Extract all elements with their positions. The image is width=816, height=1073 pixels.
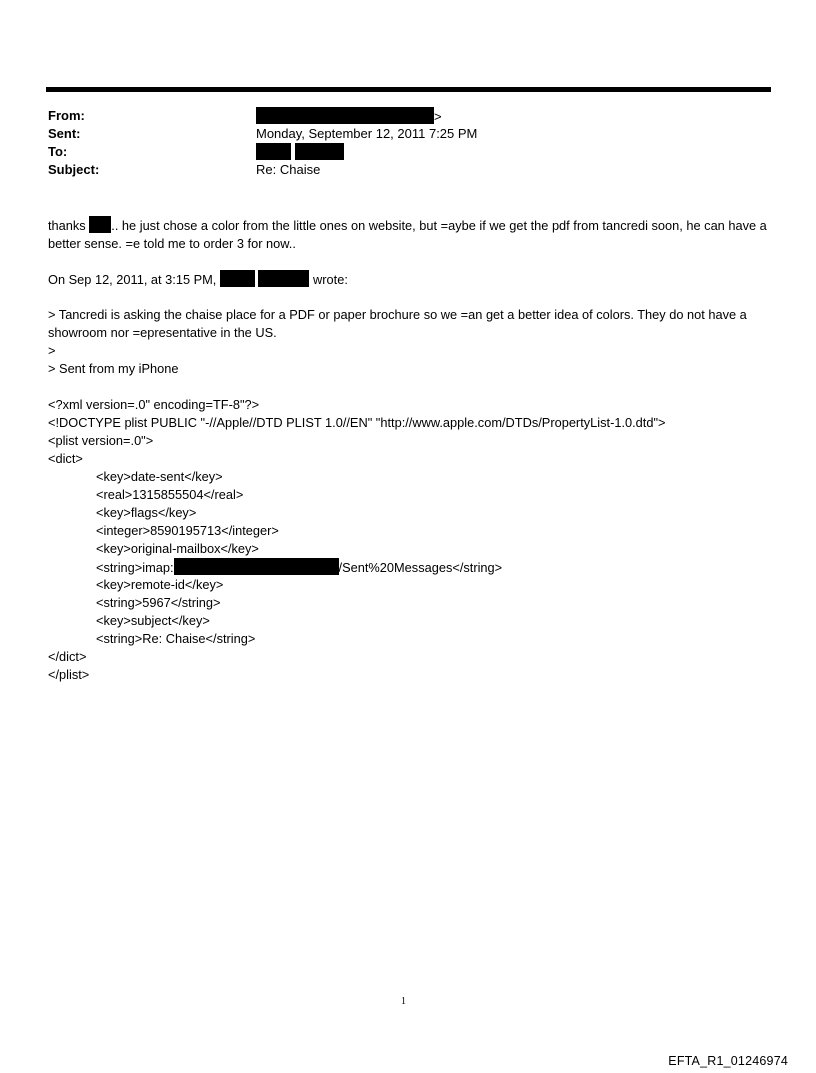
plist-line: <key>flags</key> bbox=[96, 505, 197, 520]
plist-open: <plist version=.0"> bbox=[48, 433, 154, 448]
quoted-paragraph: > Tancredi is asking the chaise place for a PDF or paper brochure so we =an get a better idea of colors. They do not have a showroom nor =epresentative in the US. bbox=[48, 307, 747, 340]
plist-close: </plist> bbox=[48, 667, 90, 682]
redaction-box bbox=[220, 270, 255, 287]
to-label: To: bbox=[48, 144, 68, 159]
document-id: EFTA_R1_01246974 bbox=[668, 1054, 788, 1068]
page-number: 1 bbox=[401, 996, 406, 1007]
plist-line: <key>remote-id</key> bbox=[96, 577, 224, 592]
attribution-line: On Sep 12, 2011, at 3:15 PM, wrote: bbox=[48, 272, 348, 287]
to-value bbox=[256, 143, 344, 162]
sent-value: Monday, September 12, 2011 7:25 PM bbox=[256, 126, 478, 141]
redaction-box bbox=[89, 216, 111, 233]
xml-declaration: <?xml version=.0" encoding=TF-8"?> bbox=[48, 397, 260, 412]
redaction-box bbox=[295, 143, 344, 160]
from-value: > bbox=[256, 107, 442, 126]
header-rule bbox=[46, 87, 771, 92]
dict-open: <dict> bbox=[48, 451, 83, 466]
redaction-box bbox=[256, 143, 291, 160]
dict-close: </dict> bbox=[48, 649, 87, 664]
plist-line: <key>date-sent</key> bbox=[96, 469, 223, 484]
redaction-box bbox=[174, 558, 339, 575]
subject-value: Re: Chaise bbox=[256, 162, 321, 177]
plist-line: <key>subject</key> bbox=[96, 613, 210, 628]
subject-label: Subject: bbox=[48, 162, 100, 177]
redaction-box bbox=[256, 107, 434, 124]
reply-paragraph: thanks .. he just chose a color from the little ones on website, but =aybe if we get the pdf from tancredi soon, he can have a better sense. =e told me to order 3 for now.. bbox=[48, 218, 767, 251]
plist-line: <string>Re: Chaise</string> bbox=[96, 631, 256, 646]
quoted-line: > bbox=[48, 343, 56, 358]
plist-line: <integer>8590195713</integer> bbox=[96, 523, 279, 538]
plist-line: <key>original-mailbox</key> bbox=[96, 541, 259, 556]
plist-line: <real>1315855504</real> bbox=[96, 487, 244, 502]
from-label: From: bbox=[48, 108, 85, 123]
quoted-signature: > Sent from my iPhone bbox=[48, 361, 179, 376]
doctype-line: <!DOCTYPE plist PUBLIC "-//Apple//DTD PLIST 1.0//EN" "http://www.apple.com/DTDs/PropertyList-1.0.dtd"> bbox=[48, 415, 666, 430]
plist-line: <string>5967</string> bbox=[96, 595, 221, 610]
plist-line: <string>imap: /Sent%20Messages</string> bbox=[96, 560, 503, 575]
redaction-box bbox=[258, 270, 309, 287]
sent-label: Sent: bbox=[48, 126, 81, 141]
